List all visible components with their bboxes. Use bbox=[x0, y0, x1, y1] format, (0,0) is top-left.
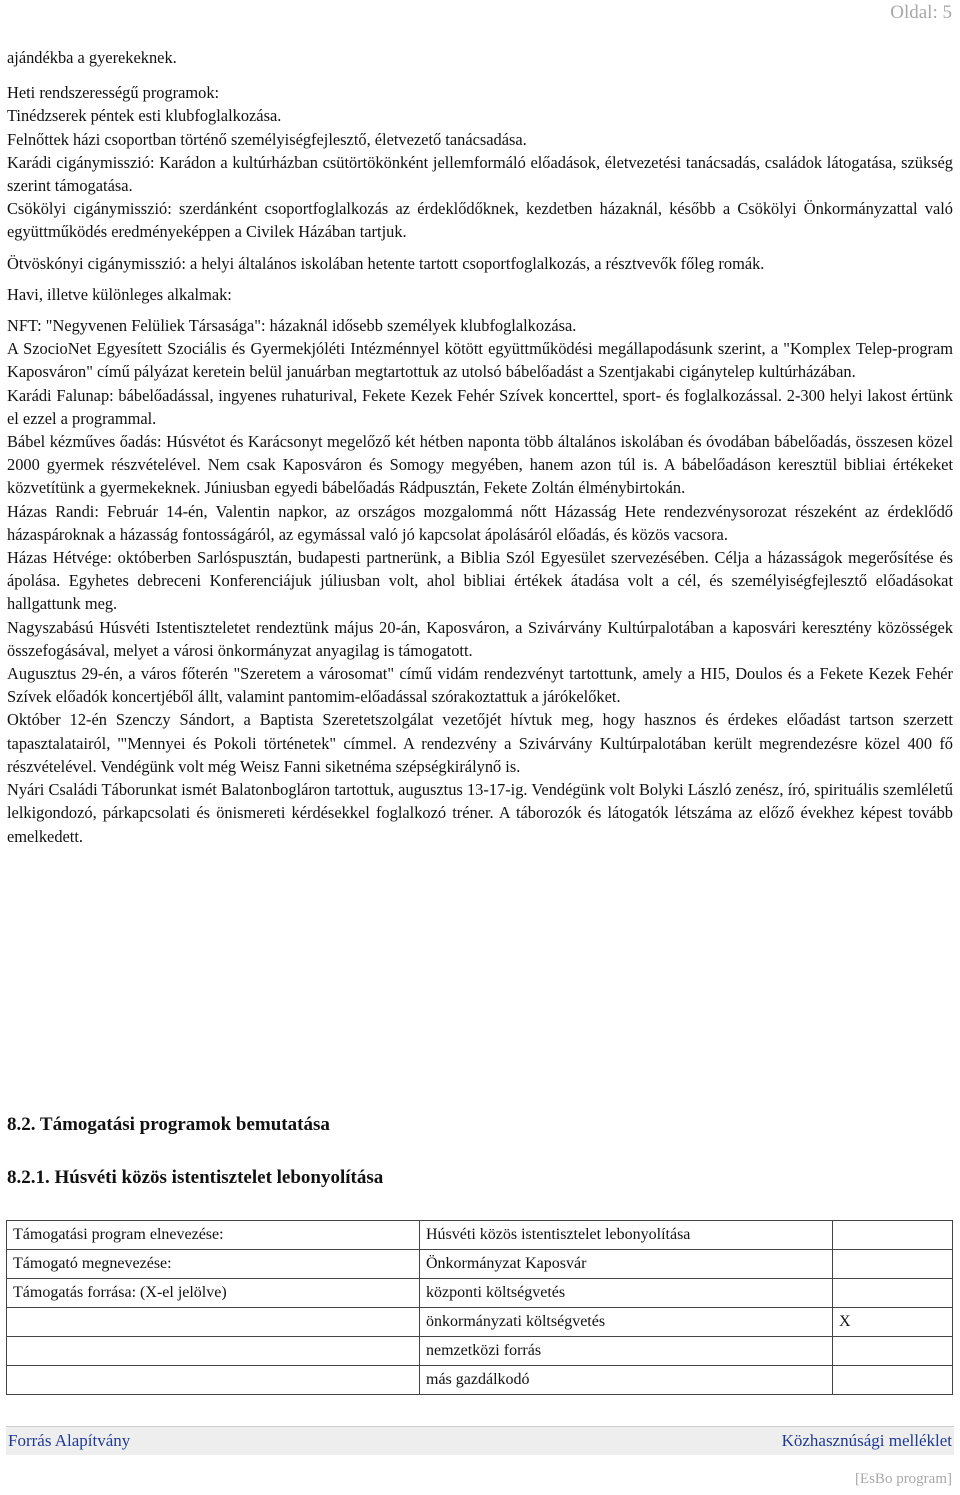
paragraph: Heti rendszerességű programok: bbox=[7, 83, 220, 103]
paragraph: Nagyszabású Húsvéti Istentiszteletet rendeztünk május 20-án, Kaposváron, a Szivárvány Kultúrpalotában a kaposvári keresztény közösségek összefogásával, melyet a városi önkormányzat anyagilag is támogatott. bbox=[7, 617, 953, 660]
paragraph: Tinédzserek péntek esti klubfoglalkozása. bbox=[7, 106, 282, 126]
paragraph: Házas Hétvége: októberben Sarlóspusztán, budapesti partnerünk, a Biblia Szól Egyesület szervezésében. Célja a házasságok megerősítése és ápolása. Egyhetes debreceni Konferenciájuk júliusban volt, ahol bibliai értékek átadása volt a cél, és személyiségfejlesztő előadásokat hallgattunk meg. bbox=[7, 548, 953, 614]
section-heading: 8.2. Támogatási programok bemutatása bbox=[7, 1114, 330, 1135]
table-cell bbox=[7, 1337, 420, 1366]
paragraph: NFT: "Negyvenen Felüliek Társasága": házaknál idősebb személyek klubfoglalkozása. bbox=[7, 316, 577, 336]
table-cell bbox=[833, 1250, 953, 1279]
table-row bbox=[7, 1308, 953, 1337]
table-cell: nemzetközi forrás bbox=[420, 1337, 833, 1366]
table-cell bbox=[7, 1366, 420, 1395]
paragraph: Ötvöskónyi cigánymisszió: a helyi általános iskolában hetente tartott csoportfoglalkozás, a résztvevők főleg romák. bbox=[7, 253, 765, 273]
paragraph: Karádi cigánymisszió: Karádon a kultúrházban csütörtökönként jellemformáló előadások, életvezetési tanácsadás, családok látogatása, szükség szerint támogatása. bbox=[7, 152, 953, 196]
table-cell: X bbox=[833, 1308, 953, 1337]
table-cell bbox=[833, 1366, 953, 1395]
paragraph: Felnőttek házi csoportban történő személyiségfejlesztő, életvezető tanácsadása. bbox=[7, 129, 527, 149]
table-cell: Támogató megnevezése: bbox=[7, 1250, 420, 1279]
table-cell: Támogatás forrása: (X-el jelölve) bbox=[7, 1279, 420, 1308]
program-watermark: [EsBo program] bbox=[854, 1471, 952, 1487]
paragraph: Csökölyi cigánymisszió: szerdánként csoportfoglalkozás az érdeklődőknek, kezdetben házaknál, később a Csökölyi Önkormányzattal való együttműködés eredményeképpen a Civilek Házában tartjuk. bbox=[7, 199, 953, 242]
table-cell: Húsvéti közös istentisztelet lebonyolítása bbox=[420, 1221, 833, 1250]
paragraph: Október 12-én Szenczy Sándort, a Baptista Szeretetszolgálat vezetőjét hívtuk meg, hogy hasznos és érdekes előadást tartson szerzett tapasztalatairól, '"Mennyei és Pokoli történetek" címmel. A rendezvény a Szivárvány Kultúrpalotában került megrendezésre közel 400 fő részvételével. Vendégünk volt még Weisz Fanni siketnéma szépségkirálynő is. bbox=[7, 710, 953, 776]
table-cell bbox=[7, 1308, 420, 1337]
table-cell: Támogatási program elnevezése: bbox=[7, 1221, 420, 1250]
table-cell bbox=[833, 1221, 953, 1250]
paragraph: Havi, illetve különleges alkalmak: bbox=[7, 284, 232, 304]
subsection-heading: 8.2.1. Húsvéti közös istentisztelet lebonyolítása bbox=[7, 1167, 384, 1188]
paragraph: Bábel kézműves őadás: Húsvétot és Karácsonyt megelőző két hétben naponta több általános iskolában és óvodában bábelőadás, összesen közel 2000 gyermek részvételével. Nem csak Kaposváron és Somogy megyében, hanem azon túl is. A bábelőadáson keresztül bibliai értékeket közvetítünk a gyermekeknek. Júniusban egyedi bábelőadás Rádpusztán, Fekete Zoltán élménybirtokán. bbox=[7, 432, 953, 498]
support-program-table bbox=[6, 1220, 953, 1395]
table-row bbox=[7, 1250, 953, 1279]
paragraph: Nyári Családi Táborunkat ismét Balatonbogláron tartottuk, augusztus 13-17-ig. Vendégünk volt Bolyki László zenész, író, spirituális szemléletű lelkigondozó, párkapcsolati és önismereti kérdésekkel foglalkozó tréner. A táborozók és látogatók létszáma az előző évekhez képest tovább emelkedett. bbox=[7, 780, 953, 846]
paragraph: ajándékba a gyerekeknek. bbox=[7, 48, 177, 67]
table-cell bbox=[833, 1279, 953, 1308]
table-row bbox=[7, 1337, 953, 1366]
table-cell: más gazdálkodó bbox=[420, 1366, 833, 1395]
paragraph: A SzocioNet Egyesített Szociális és Gyermekjóléti Intézménnyel kötött együttműködési megállapodásunk szerint, a "Komplex Telep-program Kaposváron" című pályázat keretein belül januárban megtartottuk az utolsó bábelőadást a Szentjakabi cigánytelep kultúrházában. bbox=[7, 339, 953, 382]
paragraph: Karádi Falunap: bábelőadással, ingyenes ruhaturival, Fekete Kezek Fehér Szívek koncerttel, sport- és foglalkozással. 2-300 helyi lakost értünk el ezzel a programmal. bbox=[7, 385, 953, 428]
table-cell bbox=[833, 1337, 953, 1366]
footer-document-type: Közhasznúsági melléklet bbox=[781, 1431, 952, 1450]
page-number: Oldal: 5 bbox=[890, 2, 952, 23]
paragraph: Házas Randi: Február 14-én, Valentin napkor, az országos mozgalommá nőtt Házasság Hete rendezvénysorozat részeként az érdeklődő házaspároknak a házasság fontosságáról, az egymással való jó kapcsolat ápolásáról előadás, és közös vacsora. bbox=[7, 501, 953, 544]
page-footer bbox=[6, 1426, 954, 1455]
table-cell: központi költségvetés bbox=[420, 1279, 833, 1308]
table-row bbox=[7, 1279, 953, 1308]
body-text bbox=[7, 46, 953, 848]
table-cell: önkormányzati költségvetés bbox=[420, 1308, 833, 1337]
table-row bbox=[7, 1221, 953, 1250]
table-cell: Önkormányzat Kaposvár bbox=[420, 1250, 833, 1279]
footer-organization: Forrás Alapítvány bbox=[8, 1431, 131, 1450]
table-row bbox=[7, 1366, 953, 1395]
paragraph: Augusztus 29-én, a város főterén "Szeretem a városomat" című vidám rendezvényt tartottunk, amely a HI5, Doulos és a Fekete Kezek Fehér Szívek előadók koncertjéből állt, valamint pantomim-előadással szórakoztattuk a járókelőket. bbox=[7, 664, 953, 707]
